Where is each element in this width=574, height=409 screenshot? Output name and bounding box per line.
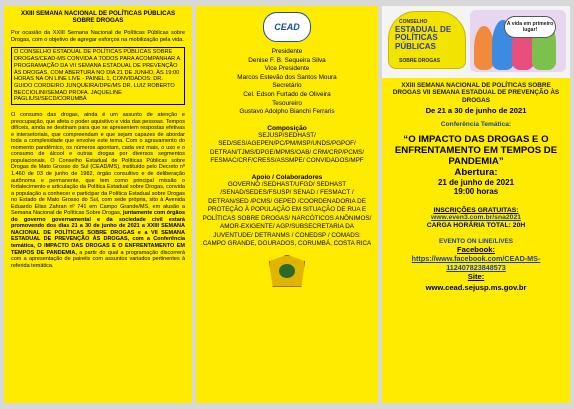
role-president: Presidente	[271, 48, 303, 55]
panel1-title: XXIII SEMANA NACIONAL DE POLÍTICAS PÚBLICAS SOBRE DROGAS	[20, 10, 176, 24]
panel1-intro: Por ocasião da XXIII Semana Nacional de Políticas Públicas sobre Drogas, com o objetivo de agregar esforços na mobilização pela vida.	[11, 30, 185, 43]
site-label: Site:	[467, 272, 485, 282]
logo-main-text: ESTADUAL DE POLÍTICAS PÚBLICAS	[395, 25, 452, 51]
facebook-label: Facebook:	[457, 245, 495, 255]
support-list: GOVERNO /SEDHAST/UFGD/ SEDHAST /SENAD/SEDES/FSUSP/ SENAD / FESMACT / DETRAN/SED /PCMS/ GEPED /COORDENADORIA DE PROTEÇÃO À POPULAÇÃO EM SITUAÇÃO DE RUA E POLÍTICAS SOBRE DROGAS/ NARCÓTICOS ANÔNIMOS/ AMOR-EXIGENTE/ AGP/SUBSECRETARIA DA JUVENTUDE/ DETRANMS / CONEDSP / COMADS: CAMPO GRANDE, DOURADOS, CORUMBÁ, COSTA RICA	[202, 180, 372, 248]
state-crest-icon	[269, 255, 305, 287]
role-secretary: Secretário	[272, 82, 302, 90]
opening-time: 19:00 horas	[453, 187, 499, 197]
right-panel	[382, 6, 570, 403]
facebook-link[interactable]: https://www.facebook.com/CEAD-MS-112407823848573	[411, 254, 541, 273]
left-panel	[4, 6, 192, 403]
crest-center	[279, 264, 295, 278]
panel1-body-end: a partir do qual a programação discorrerá com a apresentação de painéis com assuntos variados pertinentes à referida temática.	[11, 249, 185, 269]
role-treasurer: Tesoureiro	[272, 99, 302, 107]
event-dates: De 21 a 30 de junho de 2021	[425, 106, 527, 116]
name-secretary: Cel. Edson Furtado de Oliveira	[243, 90, 331, 98]
opening-date: 21 de junho de 2021	[437, 178, 515, 188]
name-vice-president: Marcos Estevão dos Santos Moura	[237, 73, 337, 81]
person-figure-icon	[474, 26, 494, 70]
registration-link[interactable]: www.even3.com.br/sna2021	[430, 213, 522, 221]
registration-label: INSCRIÇÕES GRATUITAS:	[433, 206, 519, 214]
speech-bubble: A vida em primeiro lugar!	[504, 16, 556, 38]
cead-logo-text: CEAD	[274, 22, 300, 32]
workload: CARGA HORÁRIA TOTAL: 20H	[426, 222, 526, 230]
composition-title: Composição	[267, 124, 307, 132]
people-illustration	[470, 10, 566, 72]
composition-list: SEJUSP/SEDHAST/ SED/SES/AGEPEN/PC/PM/MSP/UNDS/PGPOF/ DETRAN/TJMS/DPGE/MPMS/OAB/ CRM/CRP/PCMS/ FESMAC/CRF/CRESS/ASSMPE/ CONVIDADOS/MPF	[210, 131, 364, 165]
event-title: XXIII SEMANA NACIONAL DE POLÍTICAS SOBRE DROGAS VII SEMANA ESTADUAL DE PREVENÇÃO ÀS DROGAS	[392, 82, 560, 104]
cead-logo	[263, 12, 311, 42]
opening-label: Abertura:	[454, 167, 498, 179]
role-vice-president: Vice Presidente	[264, 65, 310, 73]
logo-sub-bottom: SOBRE DROGAS	[399, 58, 441, 64]
logo-sub-top: CONSELHO	[399, 19, 428, 25]
conference-theme: “O IMPACTO DAS DROGAS E O ENFRENTAMENTO EM TEMPOS DE PANDEMIA”	[394, 134, 558, 168]
panel1-body	[11, 112, 185, 269]
event-banner	[382, 6, 570, 78]
panel1-body-bold: juntamente com órgãos do governo governamental e da sociedade civil estará promovendo dos dias 21 a 30 de junho de 2021 a XXIII SEMANA NACIONAL DE POLÍTICAS SOBRE DROGAS e a VII SEMANA ESTADUAL DE PREVENÇÃO ÀS DROGAS, com a Conferência temática, O IMPACTO DAS DROGAS E O ENFRENTAMENTO EM TEMPOS DE PANDEMIA,	[11, 210, 186, 256]
name-president: Denise F. B. Sequeira Silva	[248, 56, 326, 64]
name-treasurer: Gustavo Adolpho Bianchi Ferraris	[239, 108, 335, 116]
conference-label: Conferência Temática:	[440, 121, 512, 129]
middle-panel	[196, 6, 378, 403]
live-label: EVENTO ON LINE/LIVES	[438, 238, 514, 246]
invitation-box: O CONSELHO ESTADUAL DE POLÍTICAS PÚBLICAS SOBRE DROGAS/CEAD-MS CONVIDA A TODOS PARA ACOMPANHAR A PROGRAMAÇÃO DA VII SEMANA ESTADUAL DE PREVENÇÃO ÀS DROGAS, COM ABERTURA NO DIA 21 DE JUNHO, ÀS 19:00 HORAS NA ON LINE LIVE - PAINEL 1, CONVIDADOS: DR. GUIDO CORDEIRO JUNQUEIRA/DPE/MS DR. LUIZ ROBERTO BECCIOLINI/SEMAD PROFA. JAQUELINE PAGLIUSI/SECD/CORUMBÁ	[11, 47, 185, 105]
support-title: Apoio / Colaboradores	[251, 173, 323, 181]
panel1-body-text: O consumo das drogas, ainda é um assunto de atenção e preocupação, que afeta o poder aquisitivo e vida das pessoas. Tempos difíceis, ainda se destinam para que se apresentem respostas efetivas e intersetoriais, que compreendam e que sejam capazes de abordar toda a complexidade que envolve este tema. Com o agravamento do momento pandêmico, os números apontam, cada vez mais, o uso e o consumo de álcool e outras drogas por diversos segmentos populacionais. O Conselho Estadual de Políticas Públicas sobre Drogas de Mato Grosso do Sul (CEAD/MS), instituído pelo Decreto nº 1.460 de 03 de junho de 1982, órgão consultivo e de deliberação autônoma e permanente, que tem como principal missão o fortalecimento e articulação da Política Estadual sobre Drogas, convida a população a conhecer e participar da Política Estadual sobre Drogas no Estado de Mato Grosso do Sul, com sede própria, sito à Avenida Eduardo Elias Zahran nº 741 em Campo Grande/MS, em alusão a Semana Nacional de Políticas Sobre Drogas,	[11, 112, 185, 217]
board-members	[202, 48, 372, 117]
council-logo	[388, 11, 466, 69]
site-link[interactable]: www.cead.sejusp.ms.gov.br	[425, 283, 527, 293]
